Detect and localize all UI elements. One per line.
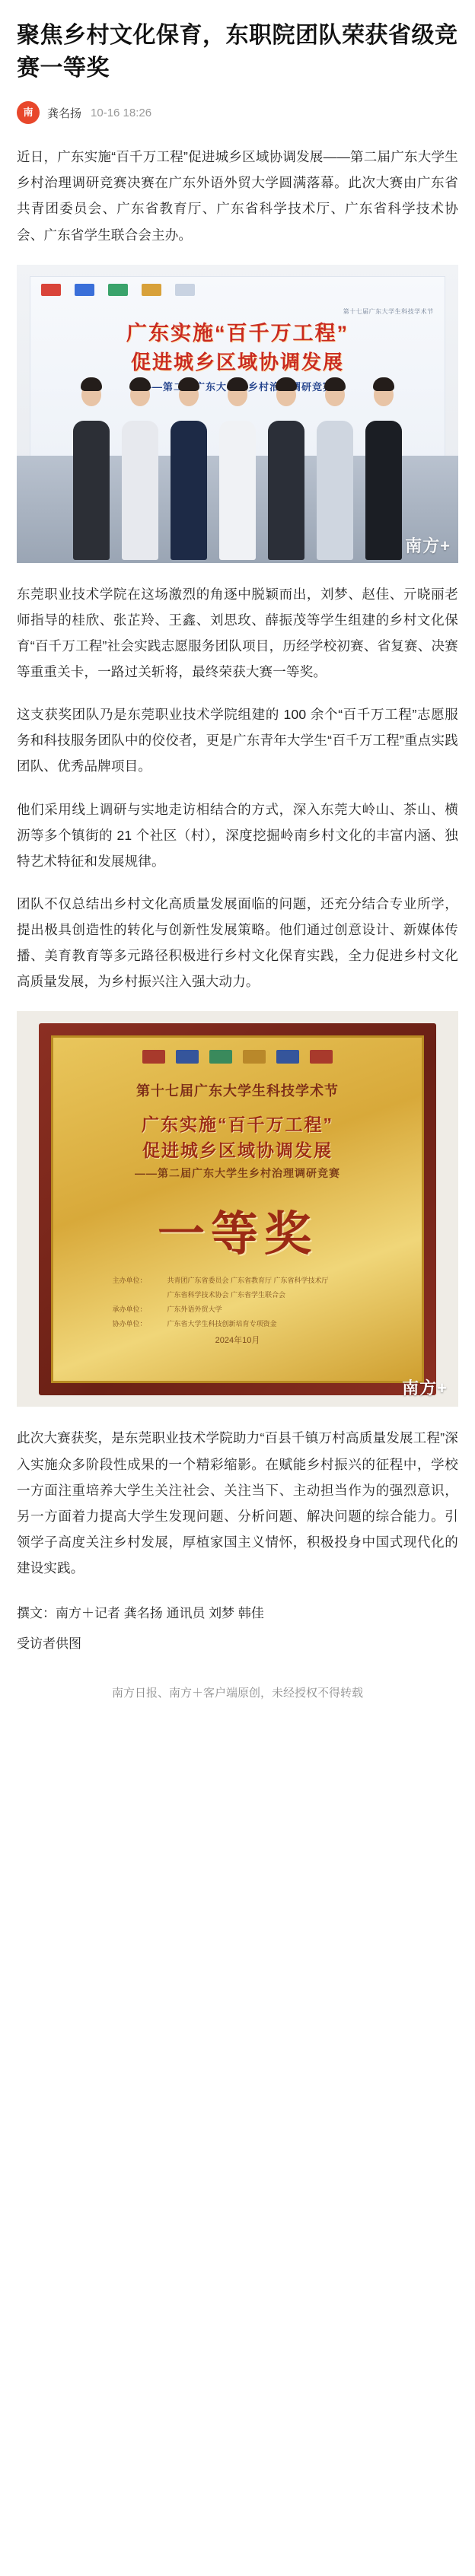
person-figure: [263, 372, 309, 560]
plaque-meta-value: 广东省科学技术协会 广东省学生联合会: [167, 1290, 285, 1299]
plaque-line1: 第十七届广东大学生科技学术节: [136, 1083, 339, 1099]
person-figure: [69, 372, 114, 560]
plaque-meta-value: 广东省大学生科技创新培育专项资金: [167, 1319, 277, 1328]
logo-red-icon: [41, 284, 61, 296]
screen-logo-strip: [30, 277, 444, 303]
paragraph-1: 近日，广东实施“百千万工程”促进城乡区域协调发展——第二届广东大学生乡村治理调研竞赛决赛在广东外语外贸大学圆满落幕。此次大赛由广东省共青团委员会、广东省教育厅、广东省科学技术厅、广东省科学技术协会、广东省学生联合会主办。: [17, 149, 458, 243]
plaque-meta: [112, 1274, 384, 1331]
plaque-meta-value: 广东外语外贸大学: [167, 1305, 222, 1313]
logo-gold-icon: [243, 1050, 266, 1064]
plaque-meta-row: [112, 1317, 384, 1331]
photo-award-plaque: [17, 1011, 458, 1407]
screen-headline-line2: 促进城乡区域协调发展: [130, 351, 344, 374]
paragraph-2: 东莞职业技术学院在这场激烈的角逐中脱颖而出，刘梦、赵佳、亓晓丽老师指导的桂欣、张芷羚、王鑫、刘思玫、薛振茂等学生组建的乡村文化保育“百千万工程”社会实践志愿服务团队项目，历经学校初赛、省复赛、决赛等重重关卡，一路过关斩将，最终荣获大赛一等奖。: [17, 586, 458, 680]
paragraph-6: 此次大赛获奖，是东莞职业技术学院助力“百县千镇万村高质量发展工程”深入实施众多阶段性成果的一个精彩缩影。在赋能乡村振兴的征程中，学校一方面注重培养大学生关注社会、关注当下、主动担当作为的强烈意识，另一方面着力提高大学生发现问题、分析问题、解决问题的综合能力。引领学子高度关注乡村发展，厚植家国主义情怀，积极投身中国式现代化的建设实践。: [17, 1430, 458, 1576]
logo-blue-icon: [75, 284, 94, 296]
plaque-meta-key: 主办单位：: [112, 1277, 147, 1285]
plaque-line4: ——第二届广东大学生乡村治理调研竞赛: [135, 1167, 340, 1180]
credit-line-2: 受访者供图: [17, 1636, 81, 1652]
logo-blue-icon: [176, 1050, 199, 1064]
article-image-group-photo: [17, 265, 458, 563]
plaque-logo-strip: [53, 1050, 422, 1064]
plaque-prize-label: 一等奖: [157, 1208, 317, 1261]
logo-grey-icon: [175, 284, 195, 296]
plaque-meta-row: [112, 1302, 384, 1317]
plaque-date: 2024年10月: [215, 1335, 260, 1345]
logo-purple-icon: [310, 1050, 333, 1064]
avatar[interactable]: 南: [17, 101, 40, 124]
plaque-inner: [51, 1035, 424, 1383]
copyright-note: 南方日报、南方＋客户端原创，未经授权不得转载: [111, 1687, 363, 1700]
page-title: 聚焦乡村文化保育，东职院团队荣获省级竞赛一等奖: [17, 23, 458, 81]
paragraph-3: 这支获奖团队乃是东莞职业技术学院组建的 100 余个“百千万工程”志愿服务和科技服务团队中的佼佼者，更是广东青年大学生“百千万工程”重点实践团队、优秀品牌项目。: [17, 707, 458, 774]
logo-green-icon: [209, 1050, 232, 1064]
person-figure: [215, 372, 260, 560]
article-image-award-plaque: [17, 1011, 458, 1407]
photo-stage-group: [17, 265, 458, 563]
plaque-meta-row: [112, 1274, 384, 1288]
paragraph-5: 团队不仅总结出乡村文化高质量发展面临的问题，还充分结合专业所学，提出极具创造性的转化与创新性发展策略。他们通过创意设计、新媒体传播、美育教育等多元路径积极进行乡村文化保育实践，全力促进乡村文化高质量发展，为乡村振兴注入强大动力。: [17, 895, 458, 990]
plaque-meta-key: 协办单位：: [112, 1319, 147, 1328]
logo-teal-icon: [276, 1050, 299, 1064]
plaque-meta-row: [112, 1288, 384, 1302]
logo-gold-icon: [142, 284, 161, 296]
people-group: [17, 372, 458, 560]
screen-corner-note: 第十七届广东大学生科技学术节: [343, 308, 434, 316]
person-figure: [117, 372, 163, 560]
credit-line-1: 撰文：南方＋记者 龚名扬 通讯员 刘梦 韩佳: [17, 1606, 264, 1621]
plaque-line3: 促进城乡区域协调发展: [142, 1140, 333, 1161]
watermark-nanfang: 南方+: [405, 536, 451, 555]
watermark-nanfang: 南方+: [402, 1379, 448, 1398]
author-name: 龚名扬: [47, 107, 82, 120]
screen-headline-line1: 广东实施“百千万工程”: [126, 322, 349, 345]
logo-green-icon: [108, 284, 128, 296]
post-timestamp: 10-16 18:26: [91, 106, 152, 119]
person-figure: [312, 372, 358, 560]
person-figure: [166, 372, 212, 560]
plaque-line2: 广东实施“百千万工程”: [142, 1115, 333, 1135]
plaque-meta-key: [112, 1288, 167, 1302]
plaque-meta-key: 承办单位：: [112, 1305, 147, 1313]
byline: [17, 101, 458, 124]
plaque-frame: [39, 1023, 436, 1395]
credits: [17, 1601, 458, 1657]
logo-red-icon: [142, 1050, 165, 1064]
paragraph-4: 他们采用线上调研与实地走访相结合的方式，深入东莞大岭山、茶山、横沥等多个镇街的 21 个社区（村），深度挖掘岭南乡村文化的丰富内涵、独特艺术特征和发展规律。: [17, 801, 458, 869]
plaque-meta-value: 共青团广东省委员会 广东省教育厅 广东省科学技术厅: [167, 1277, 329, 1285]
person-figure: [361, 372, 406, 560]
